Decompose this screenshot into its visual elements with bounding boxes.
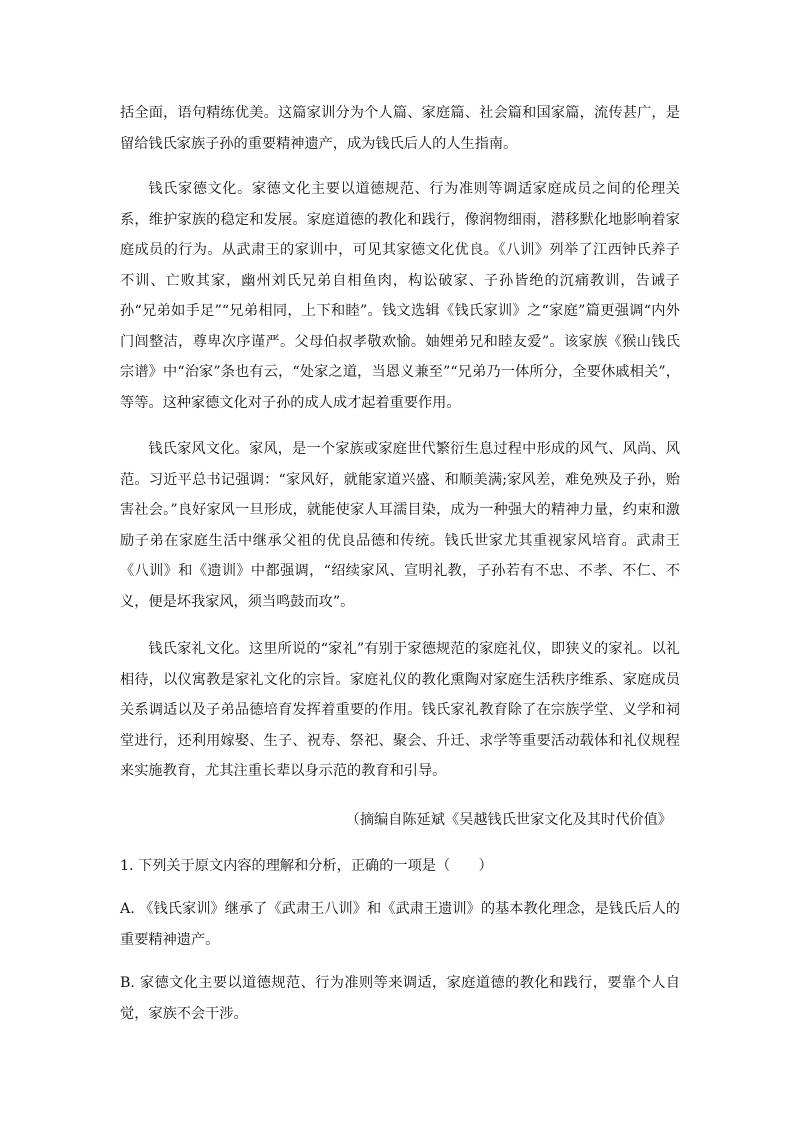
option-b: B. 家德文化主要以道德规范、行为准则等来调适，家庭道德的教化和践行，要靠个人自觉，家族不会干涉。 xyxy=(120,975,680,1022)
paragraph-family-virtue: 钱氏家德文化。家德文化主要以道德规范、行为准则等调适家庭成员之间的伦理关系，维护家族的稳定和发展。家庭道德的教化和践行，像润物细雨，潜移默化地影响着家庭成员的行为。从武肃王的家训中，可见其家德文化优良。《八训》列举了江西钟氏养子不训、亡败其家，幽州刘氏兄弟自相鱼肉，构讼破家、子孙皆绝的沉痛教训，告诫子孙“兄弟如手足”“兄弟相同，上下和睦”。钱文选辑《钱氏家训》之“家庭”篇更强调“内外门闾整洁，尊卑次序谨严。父母伯叔孝敬欢愉。妯娌弟兄和睦友爱”。该家族《猴山钱氏宗谱》中“治家”条也有云，“处家之道，当恩义兼至”“兄弟乃一体所分，全要休戚相关”，等等。这种家德文化对子孙的成人成才起着重要作用。 xyxy=(120,181,680,411)
question-stem: 1. 下列关于原文内容的理解和分析，正确的一项是（ ） xyxy=(120,858,493,874)
paragraph-family-style: 钱氏家风文化。家风，是一个家族或家庭世代繁衍生息过程中形成的风气、风尚、风范。习近平总书记强调：“家风好，就能家道兴盛、和顺美满;家风差，难免殃及子孙，贻害社会。”良好家风一旦形成，就能使家人耳濡目染，成为一种强大的精神力量，约束和激励子弟在家庭生活中继承父祖的优良品德和传统。钱氏世家尤其重视家风培育。武肃王《八训》和《遗训》中都强调，“绍续家风、宣明礼教，子孙若有不忠、不孝、不仁、不义，便是坏我家风，须当鸣鼓而攻”。 xyxy=(120,441,680,610)
option-a: A. 《钱氏家训》继承了《武肃王八训》和《武肃王遗训》的基本教化理念，是钱氏后人的重要精神遗产。 xyxy=(120,901,680,948)
paragraph-intro-continued: 括全面，语句精练优美。这篇家训分为个人篇、家庭篇、社会篇和国家篇，流传甚广，是留给钱氏家族子孙的重要精神遗产，成为钱氏后人的人生指南。 xyxy=(120,105,680,152)
paragraph-family-etiquette: 钱氏家礼文化。这里所说的“家礼”有别于家德规范的家庭礼仪，即狭义的家礼。以礼相待，以仪寓教是家礼文化的宗旨。家庭礼仪的教化熏陶对家庭生活秩序维系、家庭成员关系调适以及子弟品德培育发挥着重要的作用。钱氏家礼教育除了在宗族学堂、义学和祠堂进行，还利用嫁娶、生子、祝寿、祭祀、聚会、升迁、求学等重要活动载体和礼仪规程来实施教育，尤其注重长辈以身示范的教育和引导。 xyxy=(120,641,680,779)
source-citation: （摘编自陈延斌《吴越钱氏世家文化及其时代价值》 xyxy=(345,812,672,828)
